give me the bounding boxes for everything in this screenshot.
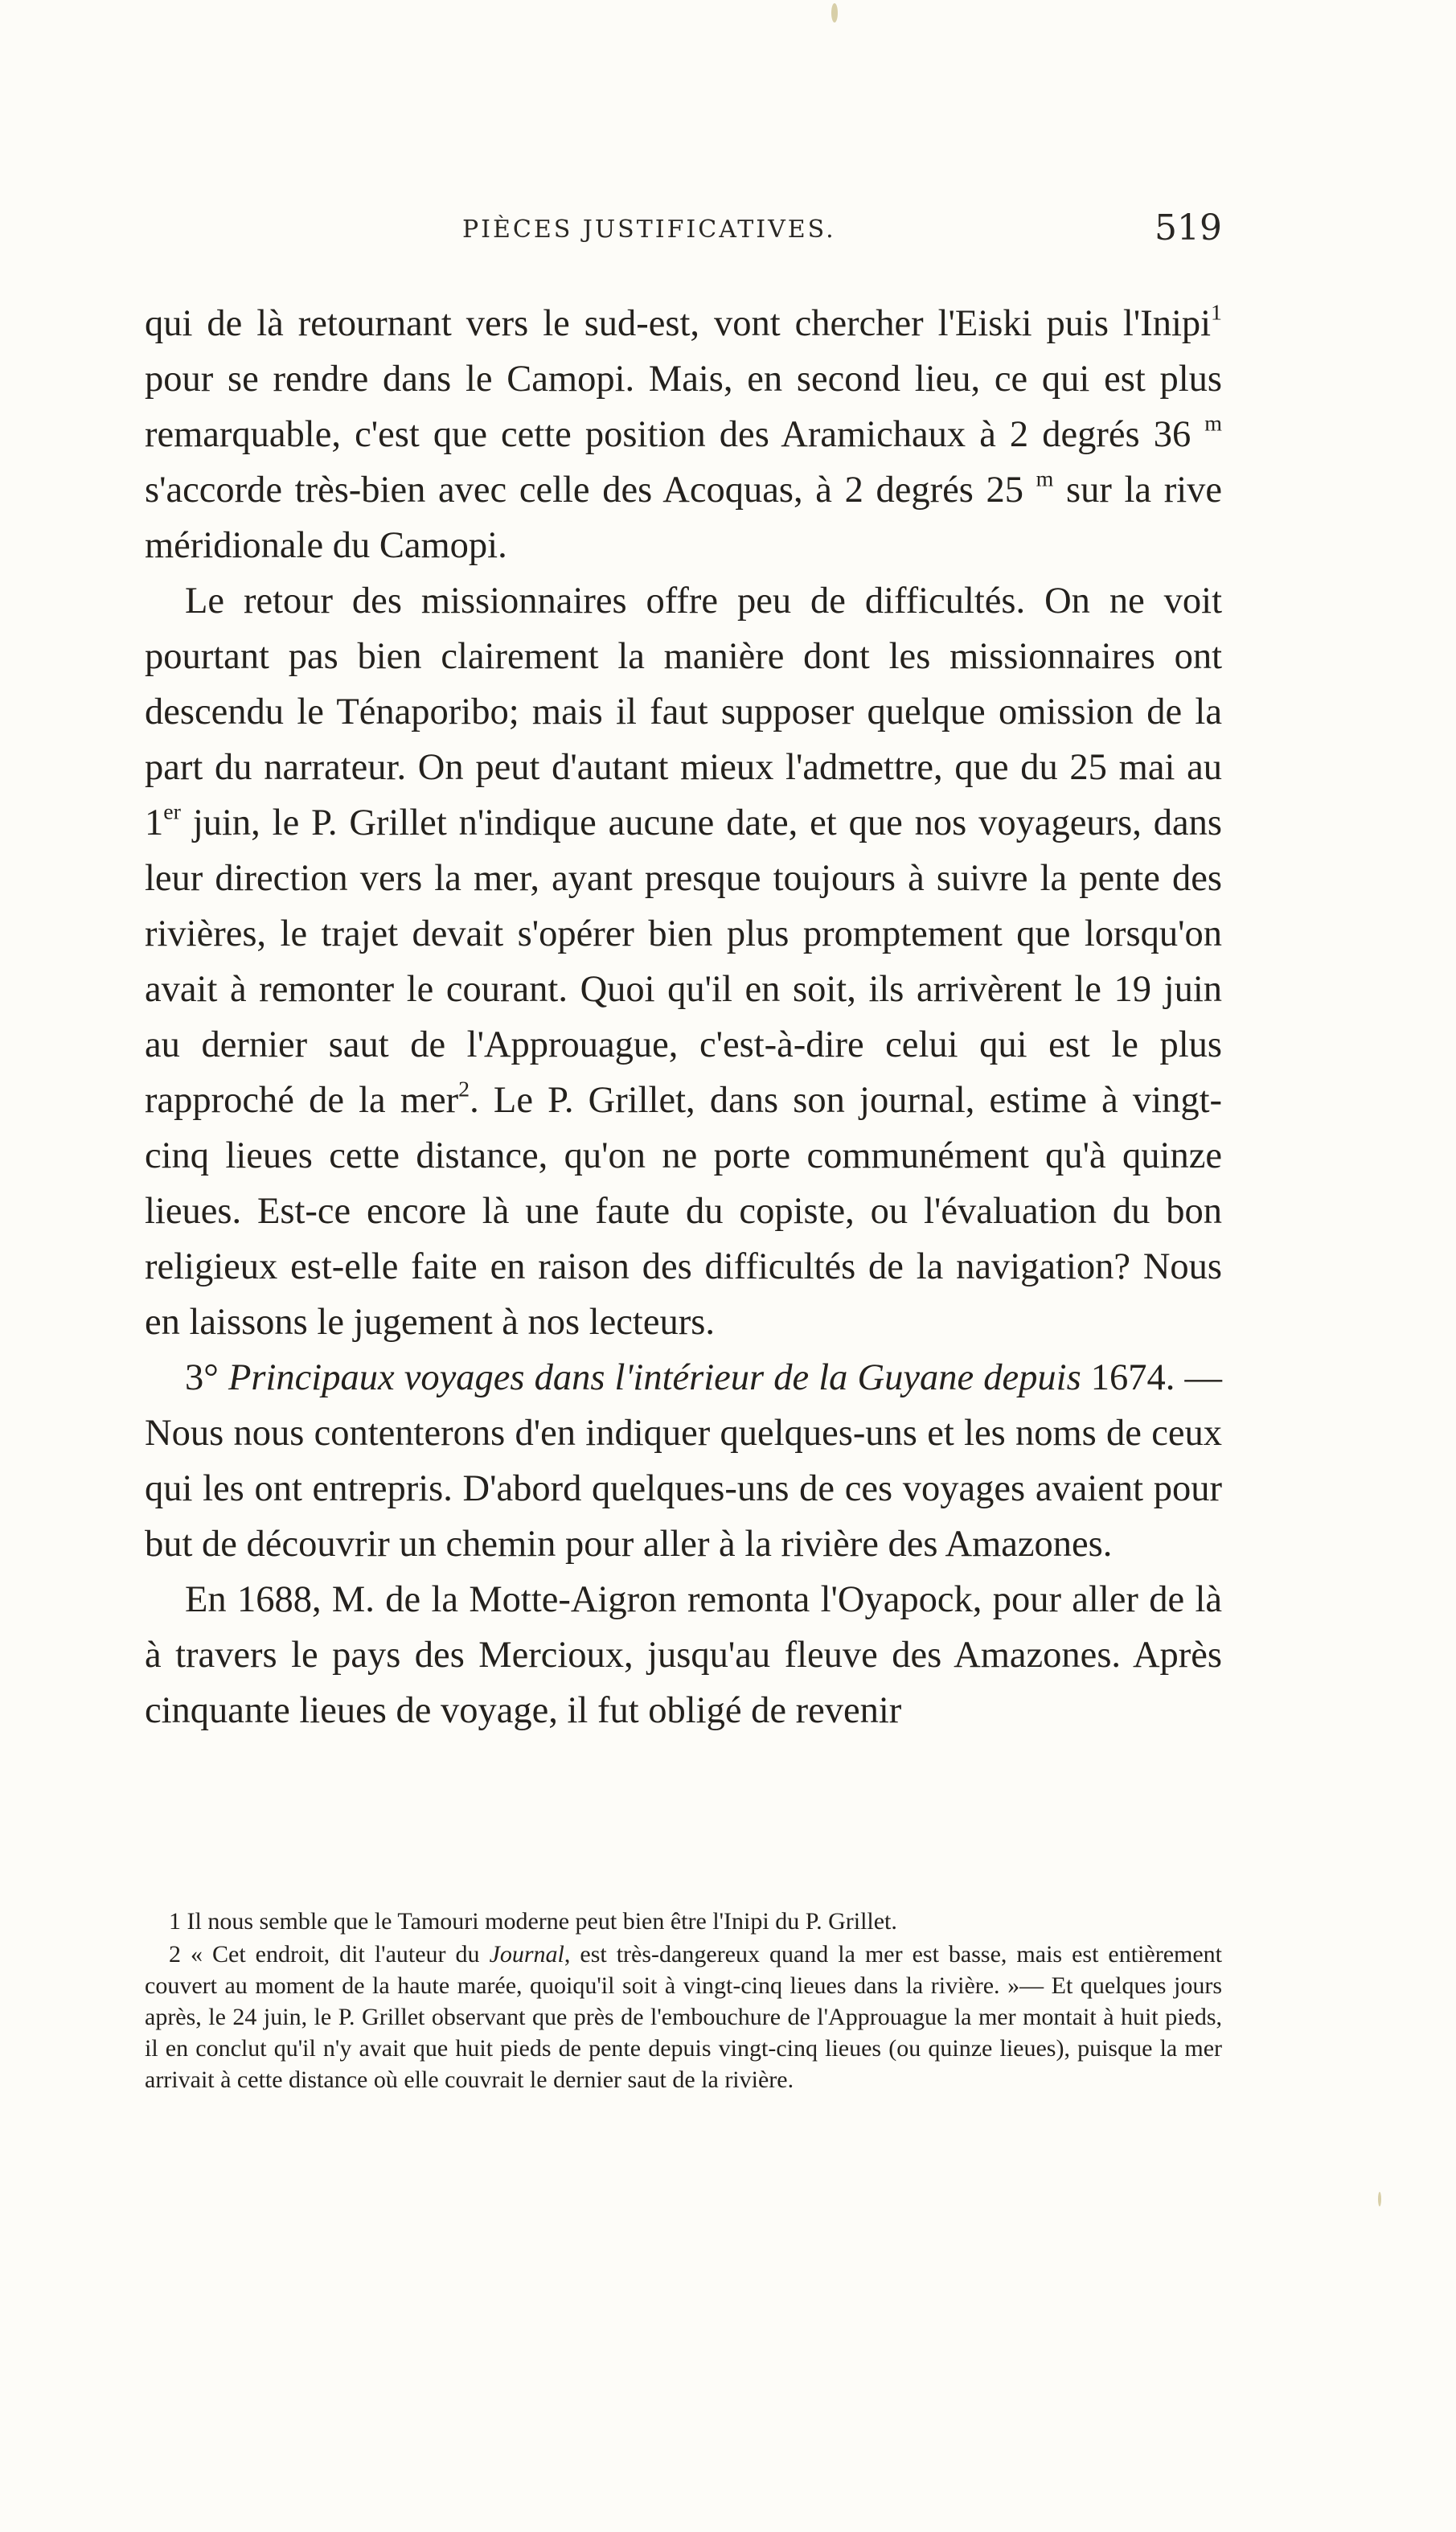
footnote-ref: 2 xyxy=(458,1077,470,1102)
footnote-number: 2 xyxy=(169,1941,181,1968)
paragraph: 3° Principaux voyages dans l'intérieur de la Guyane depuis 1674. — Nous nous contenterons d'en indiquer quelques-uns et les noms de ceux qui les ont entrepris. D'abord quelques-uns de ces voyages avaient pour but de découvrir un chemin pour aller à la rivière des Amazones. xyxy=(145,1357,1223,1565)
paper-speck xyxy=(831,3,838,23)
page-header xyxy=(145,207,1222,264)
page-number: 519 xyxy=(1155,207,1222,248)
superscript-m: m xyxy=(1036,466,1054,492)
section-title: Principaux voyages dans l'intérieur de la Guyane depuis xyxy=(228,1357,1081,1398)
running-head: PIÈCES JUSTIFICATIVES. xyxy=(462,215,836,244)
footnote-ref: 1 xyxy=(1211,300,1222,326)
superscript-er: er xyxy=(163,799,181,825)
paragraph: Le retour des missionnaires offre peu de difficultés. On ne voit pourtant pas bien clairement la manière dont les missionnaires ont descendu le Ténaporibo; mais il faut supposer quelque omission de la part du narrateur. On peut d'autant mieux l'admettre, que du 25 mai au 1er juin, le P. Grillet n'indique aucune date, et que nos voyageurs, dans leur direction vers la mer, ayant presque toujours à suivre la pente des rivières, le trajet devait s'opérer bien plus promptement que lorsqu'on avait à remonter le courant. Quoi qu'il en soit, ils arrivèrent le 19 juin au dernier saut de l'Approuague, c'est-à-dire celui qui est le plus rapproché de la mer$^2$. Le P. Grillet, dans son journal, estime à vingt-cinq lieues cette distance, qu'on ne porte communément qu'à quinze lieues. Est-ce encore là une faute du copiste, ou l'évaluation du bon religieux est-elle faite en raison des difficultés de la navigation? Nous en laissons le jugement à nos lecteurs. xyxy=(145,581,1222,1343)
footnote-number: 1 xyxy=(169,1908,181,1935)
paragraph: En 1688, M. de la Motte-Aigron remonta l'Oyapock, pour aller de là à travers le pays des Mercioux, jusqu'au fleuve des Amazones. Après cinquante lieues de voyage, il fut obligé de revenir xyxy=(145,1579,1222,1731)
footnote: 1 Il nous semble que le Tamouri moderne peut bien être l'Inipi du P. Grillet. xyxy=(169,1908,897,1935)
superscript-m: m xyxy=(1204,411,1222,437)
section-number: 3° xyxy=(185,1357,219,1398)
footnotes xyxy=(145,1906,1222,2097)
body-text xyxy=(145,296,1222,1738)
footnote: 2 « Cet endroit, dit l'auteur du Journal, est très-dangereux quand la mer est basse, mais est entièrement couvert au moment de la haute marée, quoiqu'il soit à vingt-cinq lieues dans la rivière. »— Et quelques jours après, le 24 juin, le P. Grillet observant que près de l'embouchure de l'Approuague la mer montait à huit pieds, il en conclut qu'il n'y avait que huit pieds de pente depuis vingt-cinq lieues (ou quinze lieues), puisque la mer arrivait à cette distance où elle couvrait le dernier saut de la rivière. xyxy=(145,1941,1223,2093)
paper-speck xyxy=(1378,2192,1381,2206)
paragraph: qui de là retournant vers le sud-est, vont chercher l'Eiski puis l'Inipi$^1$ pour se rendre dans le Camopi. Mais, en second lieu, ce qui est plus remarquable, c'est que cette position des Aramichaux à 2 degrés 36 $^m$ s'accorde très-bien avec celle des Acoquas, à 2 degrés 25 $^m$ sur la rive méridionale du Camopi. xyxy=(145,300,1222,566)
